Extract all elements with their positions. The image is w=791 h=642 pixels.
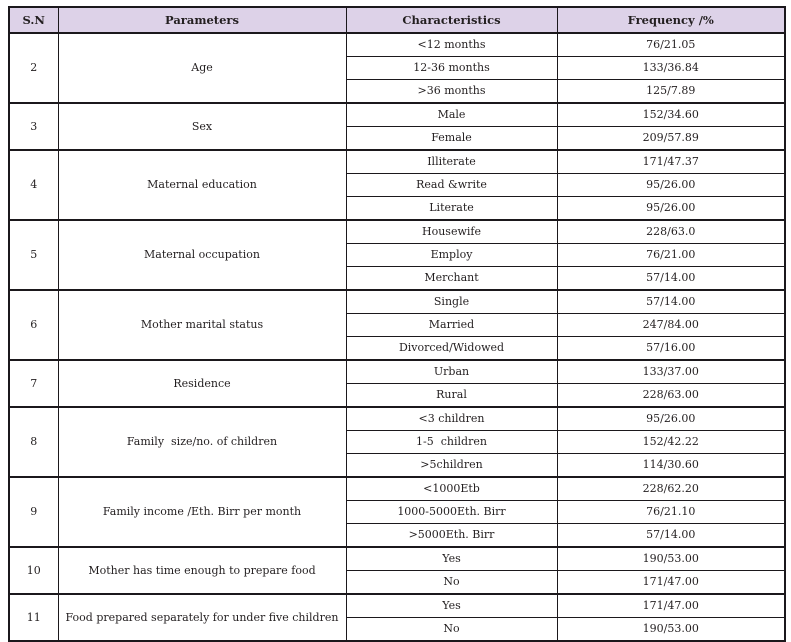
characteristic-cell: Divorced/Widowed <box>346 337 557 361</box>
sn-cell: 8 <box>9 407 58 477</box>
sn-cell: 11 <box>9 594 58 641</box>
frequency-cell: 57/16.00 <box>557 337 785 361</box>
frequency-cell: 76/21.00 <box>557 244 785 267</box>
characteristic-cell: No <box>346 618 557 642</box>
characteristic-cell: Yes <box>346 594 557 618</box>
frequency-cell: 228/62.20 <box>557 477 785 501</box>
frequency-cell: 171/47.00 <box>557 594 785 618</box>
header-frequency: Frequency /% <box>557 7 785 33</box>
frequency-cell: 171/47.00 <box>557 571 785 595</box>
frequency-cell: 133/37.00 <box>557 360 785 384</box>
table-row <box>9 220 785 244</box>
frequency-cell: 228/63.0 <box>557 220 785 244</box>
characteristic-cell: Yes <box>346 547 557 571</box>
characteristic-cell: 12-36 months <box>346 57 557 80</box>
frequency-cell: 209/57.89 <box>557 127 785 151</box>
frequency-cell: 125/7.89 <box>557 80 785 104</box>
characteristic-cell: Employ <box>346 244 557 267</box>
characteristic-cell: 1-5 children <box>346 431 557 454</box>
parameter-cell: Maternal education <box>58 150 346 220</box>
frequency-cell: 228/63.00 <box>557 384 785 408</box>
characteristic-cell: >36 months <box>346 80 557 104</box>
table-row <box>9 594 785 618</box>
frequency-cell: 57/14.00 <box>557 290 785 314</box>
table-body <box>9 33 785 641</box>
characteristic-cell: Read &write <box>346 174 557 197</box>
sn-cell: 7 <box>9 360 58 407</box>
frequency-cell: 114/30.60 <box>557 454 785 478</box>
table-row <box>9 547 785 571</box>
frequency-cell: 190/53.00 <box>557 618 785 642</box>
characteristic-cell: Literate <box>346 197 557 221</box>
characteristic-cell: Housewife <box>346 220 557 244</box>
sn-cell: 3 <box>9 103 58 150</box>
parameters-frequency-table <box>8 6 786 642</box>
parameter-cell: Sex <box>58 103 346 150</box>
characteristic-cell: <3 children <box>346 407 557 431</box>
table-row <box>9 150 785 174</box>
sn-cell: 2 <box>9 33 58 103</box>
frequency-cell: 133/36.84 <box>557 57 785 80</box>
table-row <box>9 360 785 384</box>
sn-cell: 10 <box>9 547 58 594</box>
frequency-cell: 171/47.37 <box>557 150 785 174</box>
sn-cell: 9 <box>9 477 58 547</box>
frequency-cell: 76/21.10 <box>557 501 785 524</box>
header-row <box>9 7 785 33</box>
characteristic-cell: >5children <box>346 454 557 478</box>
characteristic-cell: Merchant <box>346 267 557 291</box>
characteristic-cell: Male <box>346 103 557 127</box>
characteristic-cell: Rural <box>346 384 557 408</box>
table-row <box>9 407 785 431</box>
characteristic-cell: Illiterate <box>346 150 557 174</box>
frequency-cell: 95/26.00 <box>557 197 785 221</box>
characteristic-cell: >5000Eth. Birr <box>346 524 557 548</box>
parameter-cell: Mother has time enough to prepare food <box>58 547 346 594</box>
characteristic-cell: <1000Etb <box>346 477 557 501</box>
frequency-cell: 76/21.05 <box>557 33 785 57</box>
characteristic-cell: No <box>346 571 557 595</box>
header-sn: S.N <box>9 7 58 33</box>
header-characteristics: Characteristics <box>346 7 557 33</box>
sn-cell: 4 <box>9 150 58 220</box>
sn-cell: 5 <box>9 220 58 290</box>
frequency-cell: 95/26.00 <box>557 174 785 197</box>
frequency-cell: 57/14.00 <box>557 524 785 548</box>
frequency-cell: 152/42.22 <box>557 431 785 454</box>
parameter-cell: Maternal occupation <box>58 220 346 290</box>
parameter-cell: Residence <box>58 360 346 407</box>
table-row <box>9 103 785 127</box>
characteristic-cell: Married <box>346 314 557 337</box>
frequency-cell: 152/34.60 <box>557 103 785 127</box>
frequency-cell: 247/84.00 <box>557 314 785 337</box>
characteristic-cell: 1000-5000Eth. Birr <box>346 501 557 524</box>
header-parameters: Parameters <box>58 7 346 33</box>
table-row <box>9 33 785 57</box>
sn-cell: 6 <box>9 290 58 360</box>
parameter-cell: Mother marital status <box>58 290 346 360</box>
characteristic-cell: Female <box>346 127 557 151</box>
parameter-cell: Food prepared separately for under five children <box>58 594 346 641</box>
frequency-cell: 190/53.00 <box>557 547 785 571</box>
characteristic-cell: Urban <box>346 360 557 384</box>
parameter-cell: Family size/no. of children <box>58 407 346 477</box>
characteristic-cell: Single <box>346 290 557 314</box>
table-row <box>9 477 785 501</box>
parameter-cell: Family income /Eth. Birr per month <box>58 477 346 547</box>
frequency-cell: 57/14.00 <box>557 267 785 291</box>
characteristic-cell: <12 months <box>346 33 557 57</box>
parameter-cell: Age <box>58 33 346 103</box>
frequency-cell: 95/26.00 <box>557 407 785 431</box>
table-row <box>9 290 785 314</box>
